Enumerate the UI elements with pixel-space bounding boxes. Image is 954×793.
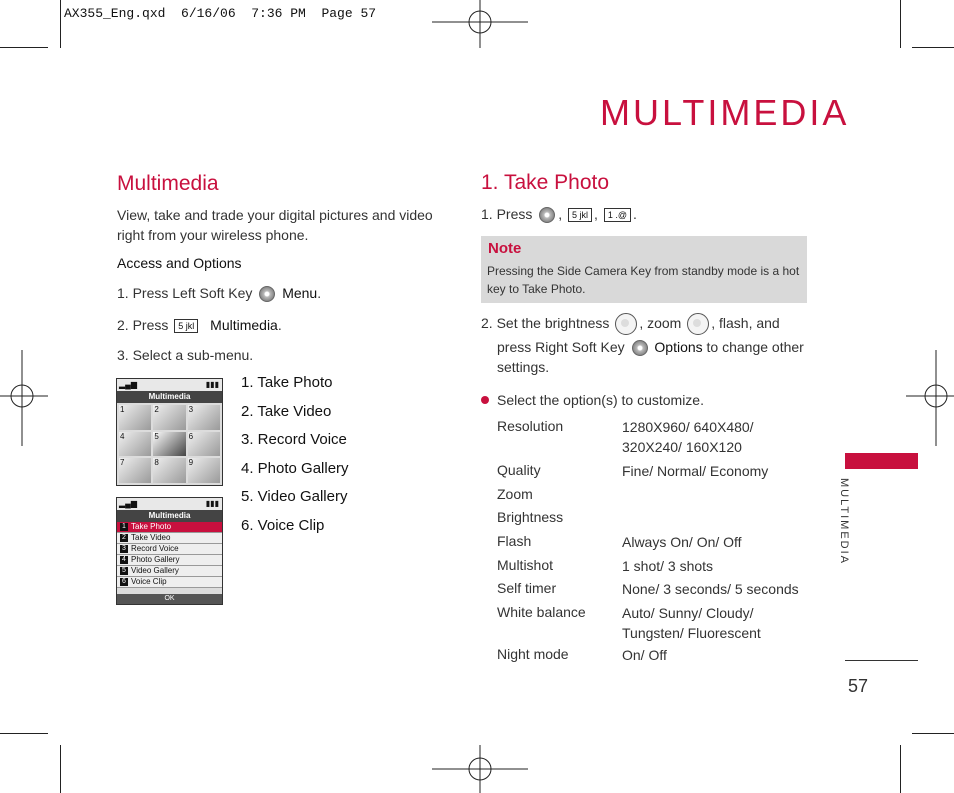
menu-key-icon: [539, 207, 555, 223]
registration-mark-left: [0, 350, 48, 446]
grid-cell: 8: [153, 458, 185, 483]
grid-cell: 6: [188, 432, 220, 457]
submenu-item: 1. Take Photo: [241, 374, 333, 391]
grid-cell: 4: [119, 432, 151, 457]
grid-cell: 9: [188, 458, 220, 483]
submenu-item: 4. Photo Gallery: [241, 459, 349, 477]
option-name: Night mode: [497, 646, 569, 662]
right-step-1-text: 1. Press: [481, 206, 533, 222]
left-step-3: 3. Select a sub-menu.: [117, 347, 254, 363]
submenu-item: 5. Video Gallery: [241, 488, 348, 505]
phone-list-item: 2 Take Video: [117, 533, 222, 544]
page-number-rule: [845, 660, 918, 661]
phone-list-item: 6 Voice Clip: [117, 577, 222, 588]
registration-mark-bottom: [432, 745, 528, 793]
grid-cell: 2: [153, 405, 185, 430]
phone-icon-grid: [119, 405, 220, 483]
grid-cell: 7: [119, 458, 151, 483]
phone-list-item: 3 Record Voice: [117, 544, 222, 555]
registration-mark-top: [432, 0, 528, 48]
key-5-icon: 5 jkl: [568, 208, 592, 222]
phone-grid-title: Multimedia: [117, 391, 222, 403]
grid-cell-selected: 5: [153, 432, 185, 457]
option-name: Brightness: [497, 509, 564, 525]
section-heading-multimedia: Multimedia: [117, 172, 219, 195]
access-options-heading: Access and Options: [117, 255, 242, 271]
phone-ok-softkey: OK: [117, 594, 222, 604]
option-name: White balance: [497, 604, 586, 620]
phone-list-item: 4 Photo Gallery: [117, 555, 222, 566]
options-label: Options: [654, 339, 703, 355]
battery-icon: ▮▮▮: [205, 380, 219, 389]
option-value: On/ Off: [622, 647, 667, 663]
multimedia-label: Multimedia: [210, 317, 278, 333]
grid-cell: 3: [188, 405, 220, 430]
phone-screen-list: [116, 497, 223, 605]
left-step-2-text: 2. Press: [117, 317, 169, 333]
left-step-2: [117, 315, 282, 335]
option-value: Auto/ Sunny/ Cloudy/ Tungsten/ Fluorescent: [622, 605, 761, 641]
option-value: 1280X960/ 640X480/ 320X240/ 160X120: [622, 419, 754, 455]
nav-left-right-key-icon: [615, 313, 637, 335]
left-soft-key-icon: [259, 286, 275, 302]
submenu-item: 6. Voice Clip: [241, 516, 325, 534]
option-value: 1 shot/ 3 shots: [622, 558, 714, 574]
left-step-1: [117, 283, 321, 303]
phone-list-item: 5 Video Gallery: [117, 566, 222, 577]
submenu-item: 2. Take Video: [241, 402, 332, 420]
phone-status-bar: [117, 379, 222, 391]
phone-list-title: Multimedia: [117, 510, 222, 522]
key-1-icon: 1 .@: [604, 208, 631, 222]
bullet-icon: [481, 396, 489, 404]
chapter-title: MULTIMEDIA: [600, 92, 850, 133]
option-name: Quality: [497, 462, 541, 478]
key-5-icon: 5 jkl: [174, 319, 198, 333]
left-step-2-end: .: [277, 317, 282, 333]
submenu-list: [241, 372, 349, 543]
nav-up-down-key-icon: [687, 313, 709, 335]
option-name: Multishot: [497, 557, 554, 573]
print-slug: AX355_Eng.qxd 6/16/06 7:36 PM Page 57: [64, 6, 377, 21]
option-name: Resolution: [497, 418, 564, 434]
option-value: None/ 3 seconds/ 5 seconds: [622, 581, 799, 597]
battery-icon: ▮▮▮: [205, 499, 219, 508]
right-soft-key-icon: [632, 340, 648, 356]
submenu-item: 3. Record Voice: [241, 431, 347, 448]
menu-label: Menu: [282, 285, 318, 301]
registration-mark-right: [906, 350, 954, 446]
right-step-2-line-2: press Right Soft Key Options to change other settings.: [497, 339, 804, 375]
intro-text: View, take and trade your digital pictures and video right from your wireless phone.: [117, 207, 433, 243]
phone-list-item: 1 Take Photo: [117, 522, 222, 533]
left-step-1-end: .: [317, 285, 322, 301]
chapter-side-label: MULTIMEDIA: [838, 478, 850, 566]
phone-status-bar: [117, 498, 222, 510]
left-step-1-text: 1. Press Left Soft Key: [117, 285, 253, 301]
option-name: Flash: [497, 533, 532, 549]
page-number: 57: [847, 676, 868, 696]
note-text: Pressing the Side Camera Key from standby mode is a hot key to Take Photo.: [487, 264, 800, 296]
section-heading-take-photo: 1. Take Photo: [481, 171, 610, 194]
option-value: Always On/ On/ Off: [622, 534, 742, 550]
grid-cell: 1: [119, 405, 151, 430]
option-name: Zoom: [497, 486, 533, 502]
option-value: Fine/ Normal/ Economy: [622, 463, 769, 479]
phone-screen-grid: [116, 378, 223, 486]
signal-icon: ▂▄▆: [119, 499, 137, 508]
bullet-text: Select the option(s) to customize.: [497, 392, 704, 408]
note-title: Note: [488, 240, 522, 257]
option-name: Self timer: [497, 580, 557, 596]
signal-icon: ▂▄▆: [119, 380, 137, 389]
chapter-side-tab: [845, 453, 918, 469]
right-step-2-line-1: 2. Set the brightness , zoom , flash, and: [481, 313, 780, 335]
right-step-1: 1. Press , 5 jkl , 1 .@ .: [481, 206, 637, 222]
